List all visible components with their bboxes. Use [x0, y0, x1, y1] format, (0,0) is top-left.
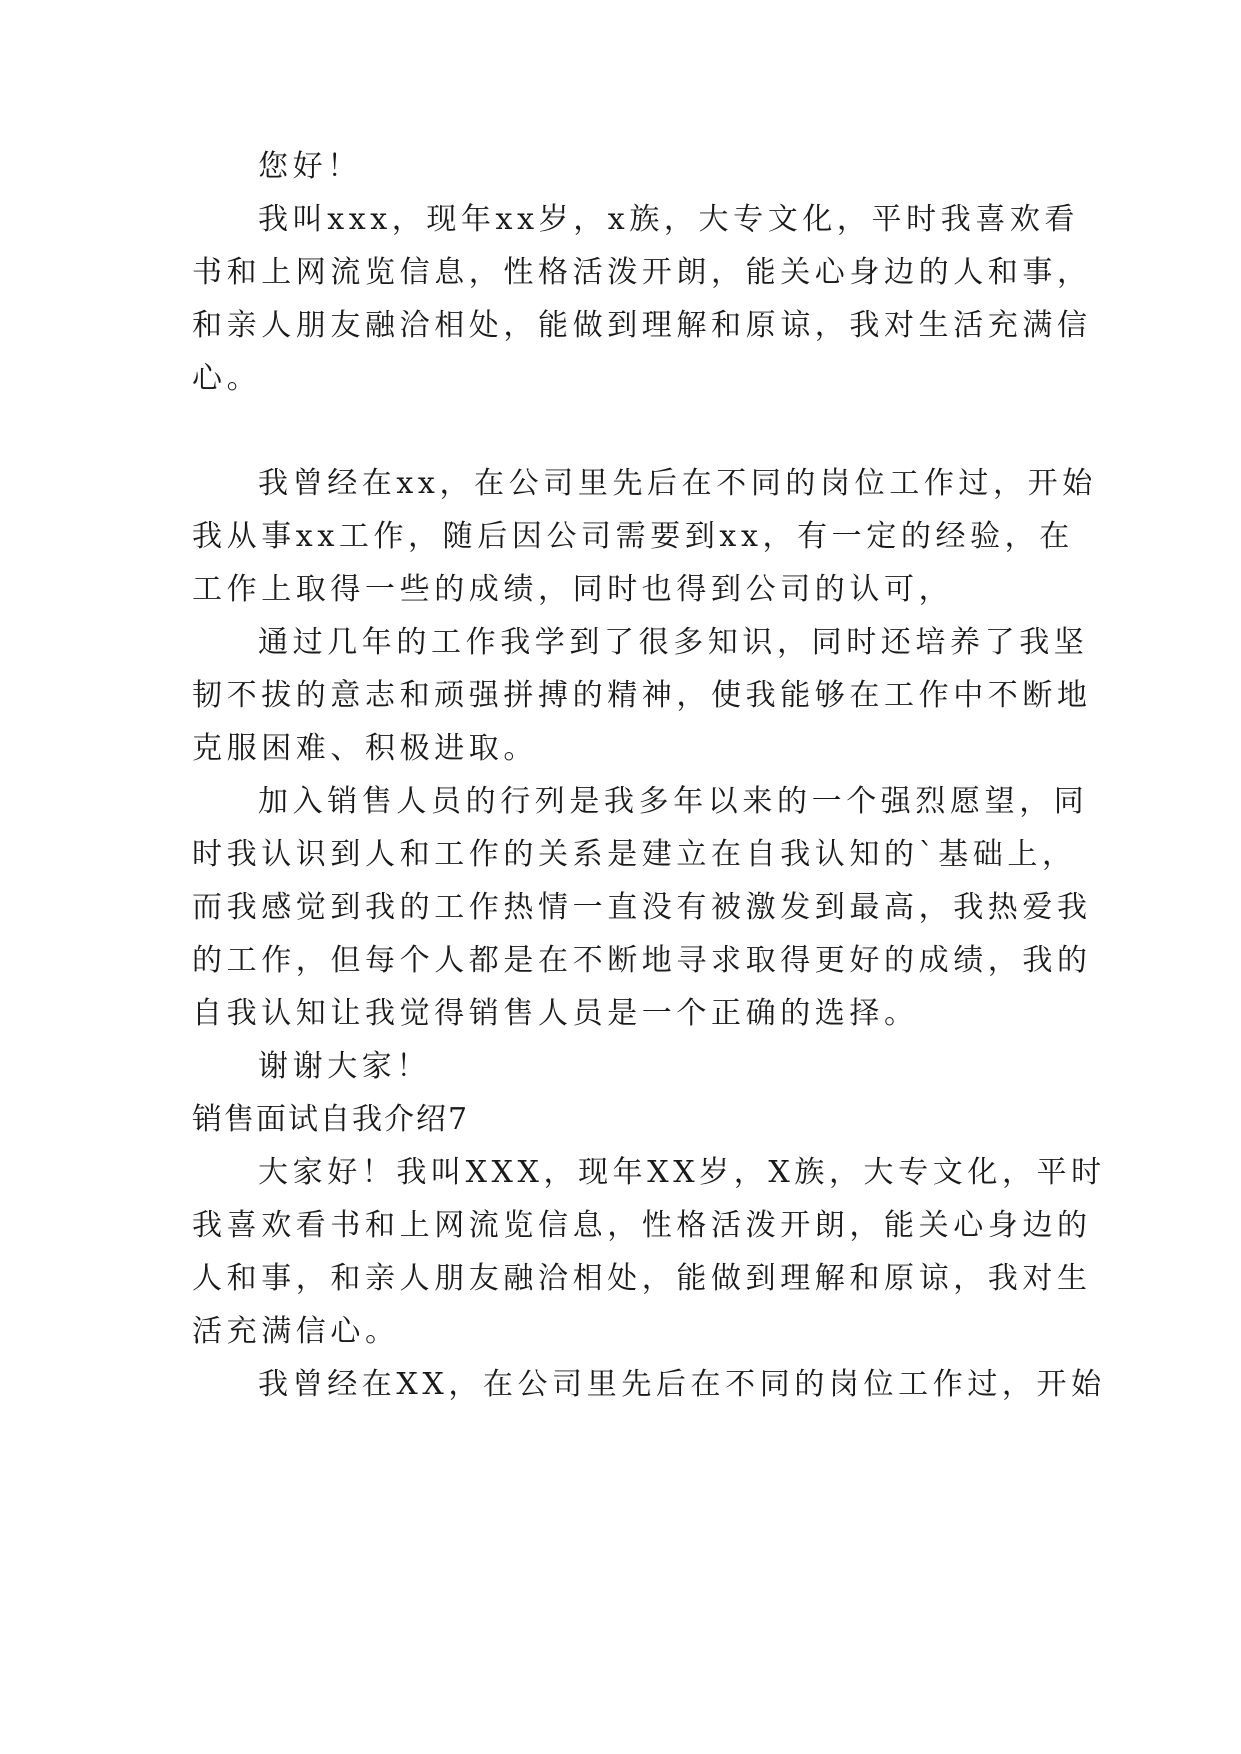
paragraph-line: 人和事，和亲人朋友融洽相处，能做到理解和原谅，我对生 — [192, 1261, 1092, 1296]
paragraph-line: 我从事xx工作，随后因公司需要到xx，有一定的经验，在 — [192, 519, 1074, 554]
paragraph-line: 书和上网流览信息，性格活泼开朗，能关心身边的人和事， — [192, 255, 1092, 290]
section-heading: 销售面试自我介绍7 — [192, 1102, 470, 1137]
paragraph-line: 的工作，但每个人都是在不断地寻求取得更好的成绩，我的 — [192, 943, 1092, 978]
paragraph-line: 大家好！我叫XXX，现年XX岁，X族，大专文化，平时 — [258, 1155, 1106, 1190]
closing-line: 谢谢大家！ — [258, 1049, 431, 1084]
paragraph-line: 心。 — [192, 361, 262, 396]
paragraph-line: 时我认识到人和工作的关系是建立在自我认知的`基础上， — [192, 837, 1077, 872]
paragraph-line: 我曾经在XX，在公司里先后在不同的岗位工作过，开始 — [258, 1367, 1106, 1402]
paragraph-line: 和亲人朋友融洽相处，能做到理解和原谅，我对生活充满信 — [192, 308, 1092, 343]
paragraph-line: 活充满信心。 — [192, 1314, 400, 1349]
paragraph-line: 韧不拔的意志和顽强拼搏的精神，使我能够在工作中不断地 — [192, 678, 1092, 713]
paragraph-line: 克服困难、积极进取。 — [192, 731, 538, 766]
greeting-line: 您好！ — [258, 149, 362, 184]
paragraph-line: 我喜欢看书和上网流览信息，性格活泼开朗，能关心身边的 — [192, 1208, 1092, 1243]
paragraph-line: 我叫xxx，现年xx岁，x族，大专文化，平时我喜欢看 — [258, 202, 1080, 237]
paragraph-line: 自我认知让我觉得销售人员是一个正确的选择。 — [192, 996, 919, 1031]
paragraph-line: 我曾经在xx，在公司里先后在不同的岗位工作过，开始 — [258, 466, 1097, 501]
paragraph-line: 工作上取得一些的成绩，同时也得到公司的认可， — [192, 572, 954, 607]
paragraph-line: 加入销售人员的行列是我多年以来的一个强烈愿望，同 — [258, 784, 1089, 819]
paragraph-line: 而我感觉到我的工作热情一直没有被激发到最高，我热爱我 — [192, 890, 1092, 925]
paragraph-line: 通过几年的工作我学到了很多知识，同时还培养了我坚 — [258, 625, 1089, 660]
